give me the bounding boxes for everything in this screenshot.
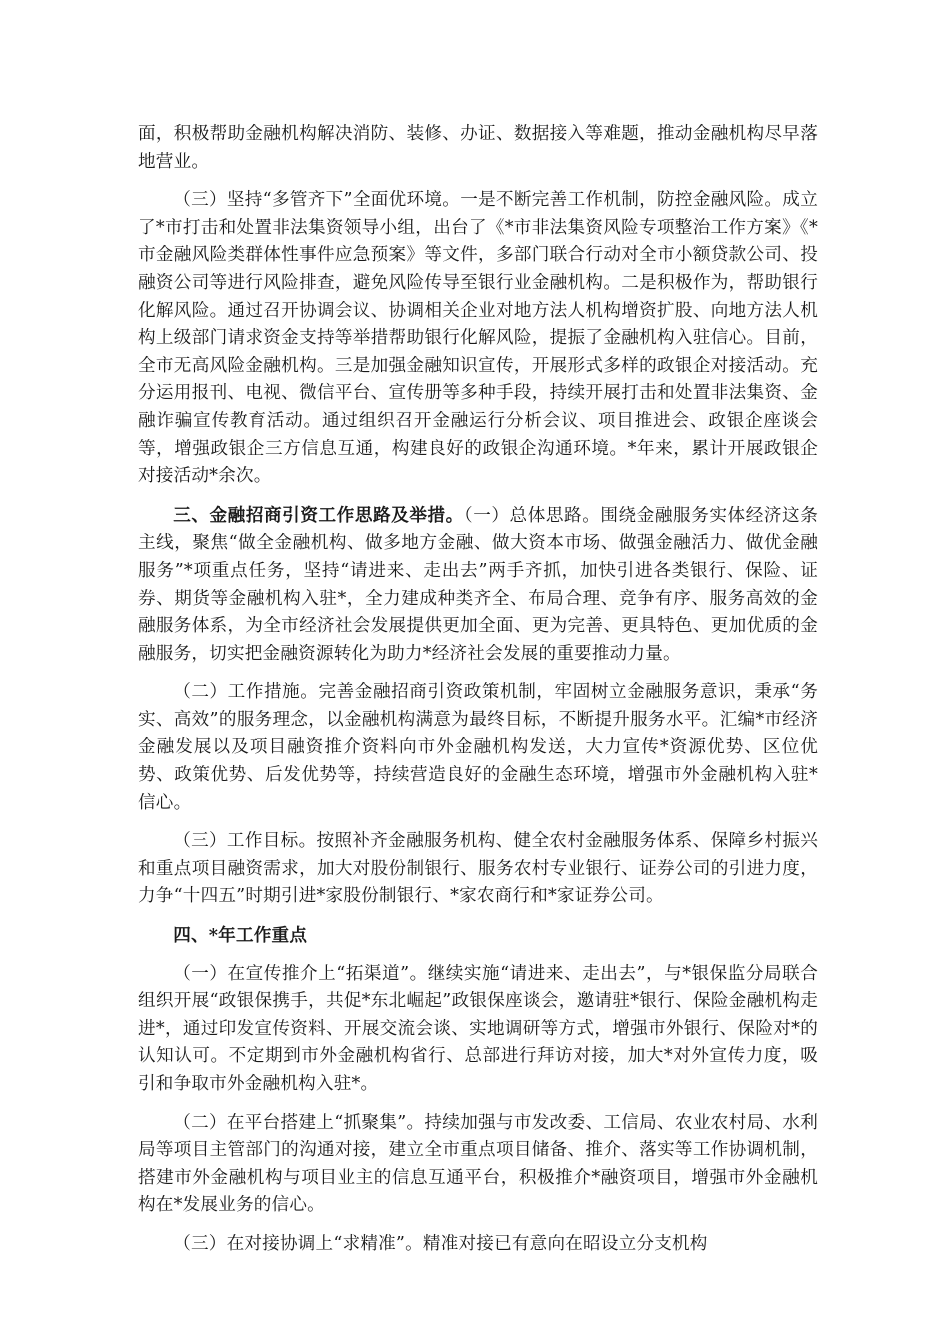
section-3-heading: 三、金融招商引资工作思路及举措。 xyxy=(173,504,464,526)
section-3-1-body: （一）总体思路。围绕金融服务实体经济这条主线，聚焦“做全金融机构、做多地方金融、做大资本市场、做强金融活力、做优金融服务”*项重点任务，坚持“请进来、走出去”两手齐抓，加快引进各类银行、保险、证券、期货等金融机构入驻*，全力建成种类齐全、布局合理、竞争有序、服务高效的金融服务体系，为全市经济社会发展提供更加全面、更为完善、更具特色、更加优质的金融服务，切实把金融资源转化为助力*经济社会发展的重要推动力量。 xyxy=(138,505,819,664)
paragraph-section-3-2: （二）工作措施。完善金融招商引资政策机制，牢固树立金融服务意识，秉承“务实、高效”的服务理念，以金融机构满意为最终目标，不断提升服务水平。汇编*市经济金融发展以及项目融资推介资料向市外金融机构发送，大力宣传*资源优势、区位优势、政策优势、后发优势等，持续营造良好的金融生态环境，增强市外金融机构入驻*信心。 xyxy=(138,682,818,813)
paragraph-section-4-3: （三）在对接协调上“求精准”。精准对接已有意向在昭设立分支机构 xyxy=(173,1233,708,1254)
document-body xyxy=(138,121,818,1270)
paragraph-section-3-3: （三）工作目标。按照补齐金融服务机构、健全农村金融服务体系、保障乡村振兴和重点项目融资需求，加大对股份制银行、服务农村专业银行、证券公司的引进力度，力争“十四五”时期引进*家股份制银行、*家农商行和*家证券公司。 xyxy=(138,831,818,907)
paragraph-continued: 面，积极帮助金融机构解决消防、装修、办证、数据接入等难题，推动金融机构尽早落地营业。 xyxy=(138,124,818,172)
paragraph-section-4-2: （二）在平台搭建上“抓聚集”。持续加强与市发改委、工信局、农业农村局、水利局等项目主管部门的沟通对接，建立全市重点项目储备、推介、落实等工作协调机制，搭建市外金融机构与项目业主的信息互通平台，积极推介*融资项目，增强市外金融机构在*发展业务的信心。 xyxy=(138,1112,818,1216)
paragraph-section-2-3: （三）坚持“多管齐下”全面优环境。一是不断完善工作机制，防控金融风险。成立了*市打击和处置非法集资领导小组，出台了《*市非法集资风险专项整治工作方案》《*市金融风险类群体性事件应急预案》等文件，多部门联合行动对全市小额贷款公司、投融资公司等进行风险排查，避免风险传导至银行业金融机构。二是积极作为，帮助银行化解风险。通过召开协调会议、协调相关企业对地方法人机构增资扩股、向地方法人机构上级部门请求资金支持等举措帮助银行化解风险，提振了金融机构入驻信心。目前，全市无高风险金融机构。三是加强金融知识宣传，开展形式多样的政银企对接活动。充分运用报刊、电视、微信平台、宣传册等多种手段，持续开展打击和处置非法集资、金融诈骗宣传教育活动。通过组织召开金融运行分析会议、项目推进会、政银企座谈会等，增强政银企三方信息互通，构建良好的政银企沟通环境。*年来，累计开展政银企对接活动*余次。 xyxy=(138,190,818,487)
section-4-heading: 四、*年工作重点 xyxy=(173,925,308,947)
paragraph-section-4-1: （一）在宣传推介上“拓渠道”。继续实施“请进来、走出去”，与*银保监分局联合组织开展“政银保携手，共促*东北崛起”政银保座谈会，邀请驻*银行、保险金融机构走进*，通过印发宣传资料、开展交流会谈、实地调研等方式，增强市外银行、保险对*的认知认可。不定期到市外金融机构省行、总部进行拜访对接，加大*对外宣传力度，吸引和争取市外金融机构入驻*。 xyxy=(138,963,818,1094)
paragraph-section-3-1 xyxy=(138,502,818,669)
